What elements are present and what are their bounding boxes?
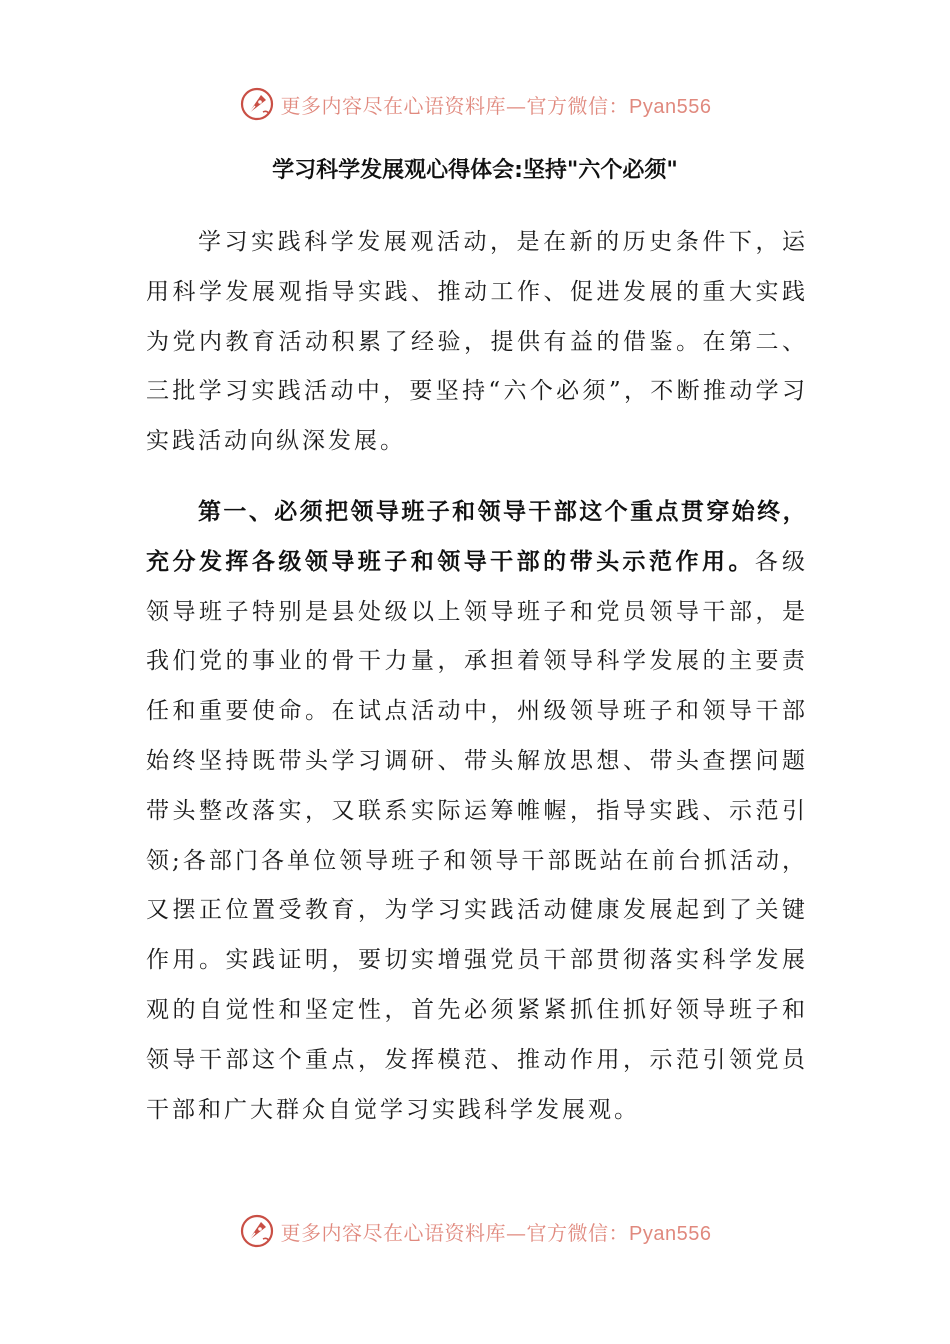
footer-banner: [0, 1211, 950, 1251]
paragraph-2-lead: 第一、必须把领导班子和领导干部这个重点贯穿始终，充分发挥各级领导班子和领导干部的带头示范作用。: [146, 499, 808, 575]
paragraph-2-body: 各级领导班子特别是县处级以上领导班子和党员领导干部，是我们党的事业的骨干力量，承担着领导科学发展的主要责任和重要使命。在试点活动中，州级领导班子和领导干部始终坚持既带头学习调研、带头解放思想、带头查摆问题带头整改落实，又联系实际运筹帷幄，指导实践、示范引领;各部门各单位领导班子和领导干部既站在前台抓活动，又摆正位置受教育，为学习实践活动健康发展起到了关键作用。实践证明，要切实增强党员干部贯彻落实科学发展观的自觉性和坚定性，首先必须紧紧抓住抓好领导班子和领导干部这个重点，发挥模范、推动作用，示范引领党员干部和广大群众自觉学习实践科学发展观。: [146, 548, 808, 1123]
pen-nib-logo-icon: [239, 86, 275, 122]
footer-banner-text: 更多内容尽在心语资料库—官方微信：Pyan556: [280, 1220, 712, 1245]
paragraph-2: [146, 488, 808, 1135]
paragraph-2-text: [146, 488, 808, 1135]
header-banner: [0, 84, 950, 124]
pen-nib-logo-icon: [239, 1213, 275, 1249]
paragraph-1: [146, 218, 808, 467]
footer-banner-handle: Pyan556: [629, 1222, 712, 1245]
paragraph-1-text: 学习实践科学发展观活动，是在新的历史条件下，运用科学发展观指导实践、推动工作、促进发展的重大实践为党内教育活动积累了经验，提供有益的借鉴。在第二、三批学习实践活动中，要坚持“六个必须”，不断推动学习实践活动向纵深发展。: [146, 229, 808, 455]
header-banner-text: 更多内容尽在心语资料库—官方微信：Pyan556: [280, 93, 712, 118]
document-title: 学习科学发展观心得体会:坚持"六个必须": [272, 158, 678, 183]
header-banner-handle: Pyan556: [629, 95, 712, 118]
